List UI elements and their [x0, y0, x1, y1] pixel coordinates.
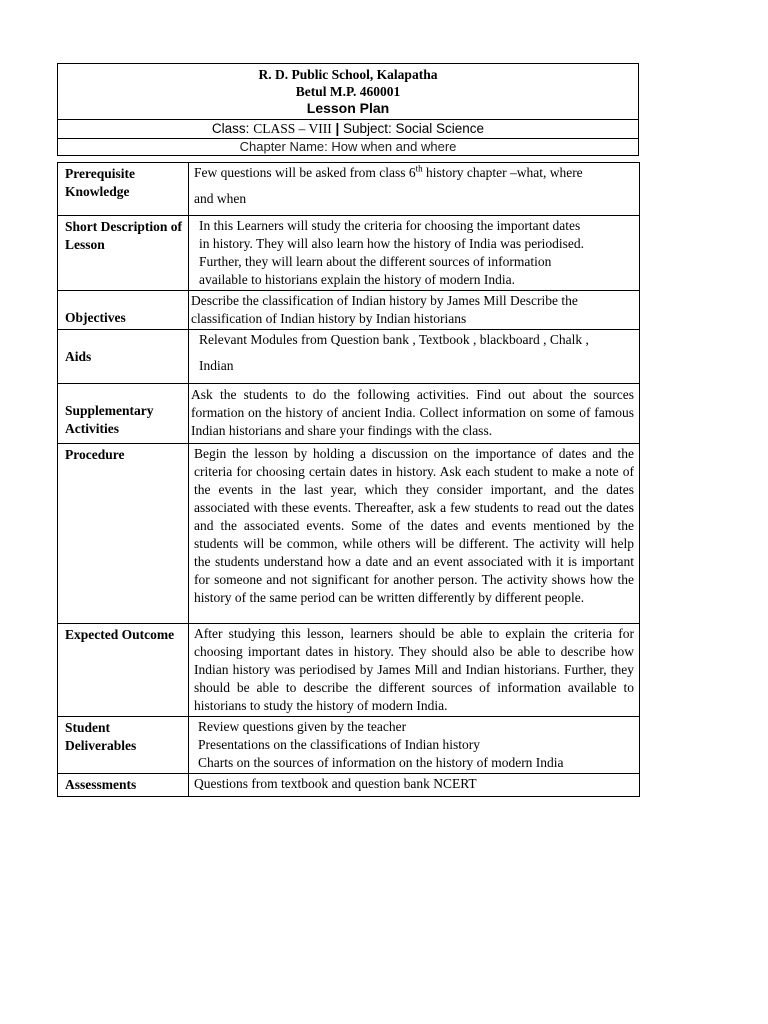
label-aids [58, 330, 189, 384]
class-label: Class: [211, 121, 254, 136]
row-assessments [58, 774, 640, 797]
aids-line-2: Indian [199, 358, 234, 373]
content-prerequisite [189, 163, 640, 216]
aids-line-1: Relevant Modules from Question bank , Textbook , blackboard , Chalk , [199, 332, 589, 347]
deliverable-item: Review questions given by the teacher [198, 719, 407, 734]
row-outcome [58, 624, 640, 717]
subject-value: Social Science [395, 121, 485, 136]
lesson-plan-table [57, 162, 640, 797]
prerequisite-text-b: history chapter –what, where [422, 165, 583, 180]
school-address: Betul M.P. 460001 [295, 84, 401, 99]
content-objectives: Describe the classification of Indian history by James Mill Describe the classification of Indian history by Indian historians [189, 291, 640, 330]
content-aids [189, 330, 640, 384]
class-value: CLASS – VIII [253, 121, 332, 136]
deliverable-item: Presentations on the classifications of Indian history [198, 737, 480, 752]
class-subject-row [58, 119, 638, 138]
prerequisite-text-a: Few questions will be asked from class 6 [194, 165, 416, 180]
label-supplementary [58, 384, 189, 444]
row-supplementary [58, 384, 640, 444]
content-outcome: After studying this lesson, learners should be able to explain the criteria for choosing important dates in history. They should also be able to describe how Indian history was periodised by James Mill and Indian historians. Further, they should be able to describe the different sources of information available to historians to study the history of modern India. [189, 624, 640, 717]
content-deliverables [189, 717, 640, 774]
objectives-label-text: Objectives [65, 310, 126, 325]
row-objectives [58, 291, 640, 330]
label-description: Short Description of Lesson [58, 216, 189, 291]
row-deliverables [58, 717, 640, 774]
aids-label-text: Aids [65, 348, 92, 364]
label-prerequisite: Prerequisite Knowledge [58, 163, 189, 216]
class-subject-separator: | [331, 121, 343, 136]
row-aids [58, 330, 640, 384]
lesson-plan-header [57, 63, 639, 156]
row-procedure [58, 444, 640, 624]
description-line: Further, they will learn about the different sources of information [199, 254, 552, 269]
header-title-block [58, 64, 638, 119]
label-outcome: Expected Outcome [58, 624, 189, 717]
description-line: In this Learners will study the criteria for choosing the important dates [199, 218, 581, 233]
prerequisite-text-c: and when [194, 191, 247, 206]
content-supplementary: Ask the students to do the following activities. Find out about the sources formation on the history of ancient India. Collect information on some of famous Indian historians and share your findings with the class. [189, 384, 640, 444]
chapter-name: Chapter Name: How when and where [58, 138, 638, 155]
content-procedure: Begin the lesson by holding a discussion on the importance of dates and the criteria for choosing certain dates in history. Ask each student to make a note of the events in the last year, which they consider important, and the dates associated with these events. Thereafter, ask a few students to read out the dates and the associated events. Some of the dates and events mentioned by the students will be common, while others will be different. The activity will help the students understand how a date and an event associated with it is important for someone and not significant for another person. The activity shows how the history of the same period can be written differently by different people. [189, 444, 640, 624]
label-objectives [58, 291, 189, 330]
row-prerequisite [58, 163, 640, 216]
content-description [189, 216, 640, 291]
label-deliverables: Student Deliverables [58, 717, 189, 774]
content-assessments: Questions from textbook and question bank NCERT [189, 774, 640, 797]
description-line: available to historians explain the history of modern India. [199, 272, 516, 287]
prerequisite-superscript: th [415, 163, 423, 174]
supplementary-label-text: Supplementary Activities [65, 402, 154, 436]
label-assessments: Assessments [58, 774, 189, 797]
label-procedure: Procedure [58, 444, 189, 624]
row-description [58, 216, 640, 291]
description-line: in history. They will also learn how the history of India was periodised. [199, 236, 585, 251]
deliverable-item: Charts on the sources of information on the history of modern India [198, 755, 564, 770]
school-name: R. D. Public School, Kalapatha [258, 67, 438, 82]
subject-label: Subject: [342, 121, 396, 136]
document-title: Lesson Plan [306, 100, 390, 116]
